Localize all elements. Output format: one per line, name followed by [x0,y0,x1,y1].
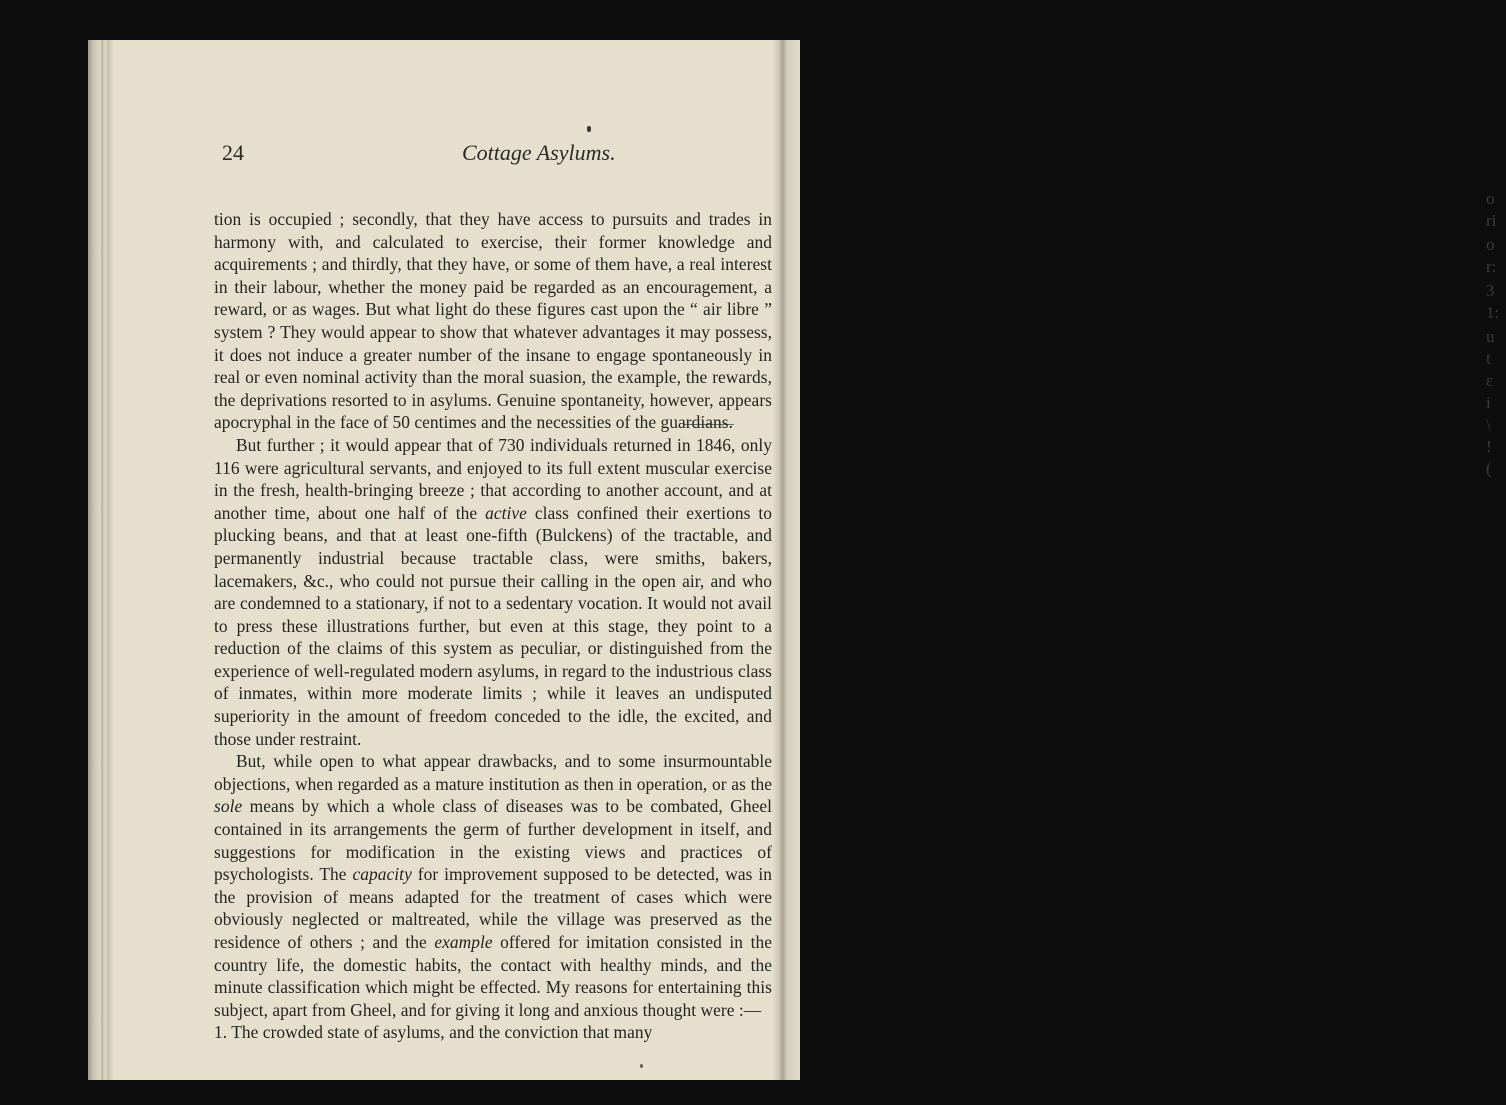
body-text [214,208,772,1044]
running-head [214,140,772,176]
paragraph: 1. The crowded state of asylums, and the conviction that many [214,1022,653,1043]
facing-page-edge [784,40,1500,1080]
paragraph: But further ; it would appear that of 730 individuals returned in 1846, only 116 were agricultural servants, and enjoyed to its full extent muscular exercise in the fresh, health-bringing breeze ; that according to another account, and at another time, about one half of the active class confined their exertions to plucking beans, and that at least one-fifth (Bulckens) of the tractable, and permanently industrial because tractable class, were smiths, bakers, lacemakers, &c., who could not pursue their calling in the open air, and who are condemned to a stationary, if not to a sedentary vocation. It would not avail to press these illustrations further, but even at this stage, they point to a reduction of the claims of this system as peculiar, or distinguished from the experience of well-regulated modern asylums, in regard to the industrious class of inmates, within more moderate limits ; while it leaves an undisputed superiority in the amount of freedom conceded to the idle, the excited, and those under restraint. [214,434,772,749]
emphasis: active [485,502,527,523]
ink-mark [587,126,591,132]
emphasis: example [434,932,493,952]
running-title: Cottage Asylums. [462,140,616,165]
emphasis: capacity [352,864,412,885]
facing-fragment: ε [1486,371,1494,390]
facing-fragment: o [1486,235,1495,254]
facing-fragment: u [1486,327,1495,346]
page-number: 24 [222,140,244,165]
emphasis: sole [214,796,243,817]
facing-fragment: \ [1486,415,1491,434]
facing-fragment: 1: [1486,303,1500,322]
book-photo [88,40,1500,1080]
paragraph: But, while open to what appear drawbacks, and to some insurmountable objections, when regarded as a mature institution as then in operation, or as the sole means by which a whole class of diseases was to be combated, Gheel contained in its arrangements the germ of further development in itself, and suggestions for modification in the existing views and practices of psychologists. The capacity for improvement supposed to be detected, was in the provision of means adapted for the treatment of cases which were obviously neglected or maltreated, while the village was preserved as the residence of others ; and the example offered for imitation consisted in the country life, the domestic habits, the contact with healthy minds, and the minute classification which might be effected. My reasons for entertaining this subject, apart from Gheel, and for giving it long and anxious thought were :— [214,751,773,1020]
facing-fragment: t [1486,349,1491,368]
paragraph: tion is occupied ; secondly, that they have access to pursuits and trades in harmony with, and calculated to exercise, their former knowledge and acquirements ; and thirdly, that they have, or some of them have, a real interest in their labour, whether the money paid be regarded as an encouragement, a reward, or as wages. But what light do these figures cast upon the “ air libre ” system ? They would appear to show that whatever advantages it may possess, it does not induce a greater number of the insane to engage spontaneously in real or even nominal activity than the moral suasion, the example, the rewards, the deprivations resorted to in asylums. Genuine spontaneity, however, appears apocryphal in the face of 50 centimes and the necessities of the guardians. [214,209,772,433]
facing-fragment: ( [1486,459,1492,478]
facing-fragment: 3 [1486,281,1495,300]
facing-fragment: i [1486,393,1491,412]
facing-fragment: r: [1486,257,1497,276]
book-page [214,140,772,1044]
facing-fragment: ri [1486,211,1497,230]
facing-fragment: ! [1486,437,1492,456]
facing-fragment: o [1486,189,1495,208]
page-stack-edge [88,40,114,1080]
paper-spot [640,1064,643,1068]
